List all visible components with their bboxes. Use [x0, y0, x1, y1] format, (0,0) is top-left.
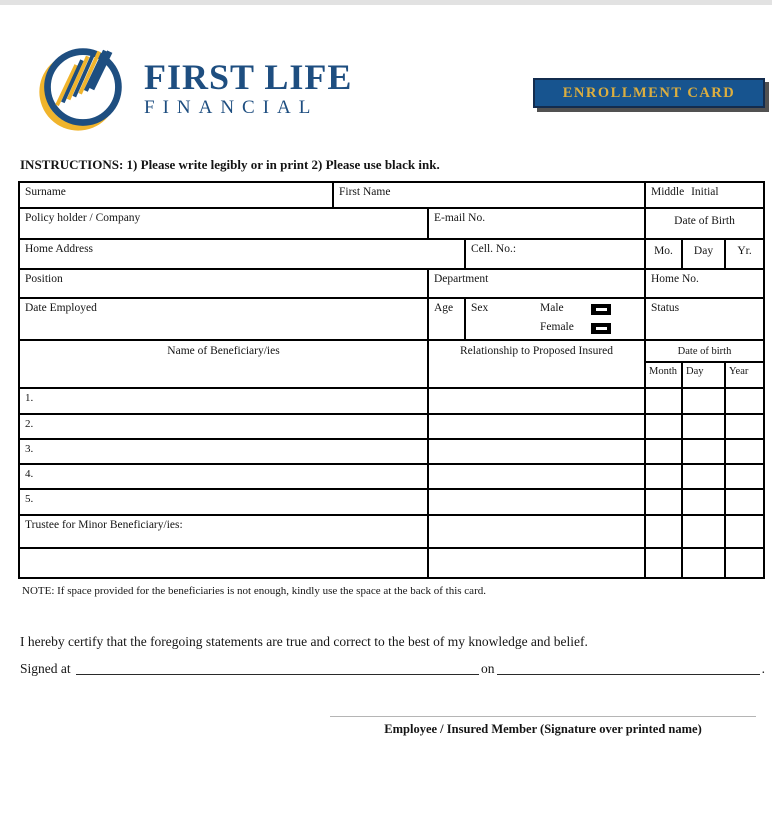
- note-text: NOTE: If space provided for the beneficiaries is not enough, kindly use the space at the back of this card.: [22, 585, 486, 597]
- beneficiary-5-day-cell[interactable]: [683, 490, 726, 514]
- beneficiary-3-day-cell[interactable]: [683, 440, 726, 463]
- row-number: 3.: [25, 443, 34, 455]
- date-of-birth-field[interactable]: [646, 209, 763, 238]
- department-label: Department: [434, 273, 489, 285]
- trustee-field[interactable]: [20, 516, 429, 547]
- extra-relationship-cell[interactable]: [429, 549, 646, 577]
- beneficiary-1-day-cell[interactable]: [683, 389, 726, 413]
- beneficiary-4-month-cell[interactable]: [646, 465, 683, 488]
- date-employed-field[interactable]: [20, 299, 429, 339]
- email-label: E-mail No.: [434, 212, 486, 224]
- row-policy: [20, 209, 763, 240]
- beneficiary-5-year-cell[interactable]: [726, 490, 763, 514]
- period: .: [761, 661, 765, 676]
- beneficiary-1-month-cell[interactable]: [646, 389, 683, 413]
- female-label: Female: [540, 321, 574, 333]
- trustee-month-cell[interactable]: [646, 516, 683, 547]
- beneficiary-dob-header: [646, 341, 763, 387]
- extra-row: [20, 549, 763, 577]
- age-label: Age: [434, 302, 454, 314]
- policy-holder-label: Policy holder / Company: [25, 212, 141, 224]
- home-address-field[interactable]: [20, 240, 466, 268]
- beneficiary-5-name-cell[interactable]: [20, 490, 429, 514]
- enrollment-form-table: [18, 181, 765, 579]
- beneficiary-row-2: [20, 415, 763, 440]
- extra-name-cell[interactable]: [20, 549, 429, 577]
- beneficiary-3-month-cell[interactable]: [646, 440, 683, 463]
- row-number: 1.: [25, 392, 34, 404]
- beneficiary-name-header: [20, 341, 429, 387]
- beneficiary-1-name-cell[interactable]: [20, 389, 429, 413]
- status-label: Status: [651, 302, 680, 314]
- age-field[interactable]: [429, 299, 466, 339]
- relationship-label: Relationship to Proposed Insured: [460, 345, 613, 357]
- beneficiary-row-5: [20, 490, 763, 516]
- row-name: [20, 183, 763, 209]
- sex-field: [466, 299, 646, 339]
- relationship-header: [429, 341, 646, 387]
- dob-yr-field[interactable]: [726, 240, 763, 268]
- beneficiary-dob-label: Date of birth: [646, 341, 763, 363]
- day-label: Day: [693, 245, 714, 257]
- beneficiary-header-row: [20, 341, 763, 389]
- beneficiary-2-month-cell[interactable]: [646, 415, 683, 438]
- beneficiary-2-day-cell[interactable]: [683, 415, 726, 438]
- sex-label: Sex: [471, 302, 489, 314]
- dob-day-field[interactable]: [683, 240, 726, 268]
- beneficiary-4-day-cell[interactable]: [683, 465, 726, 488]
- row-number: 5.: [25, 493, 34, 505]
- beneficiary-4-relationship-cell[interactable]: [429, 465, 646, 488]
- row-number: 4.: [25, 468, 34, 480]
- row-employment: [20, 299, 763, 341]
- beneficiary-2-year-cell[interactable]: [726, 415, 763, 438]
- home-no-label: Home No.: [651, 273, 699, 285]
- middle-initial-label: Middle Initial: [651, 186, 719, 198]
- instructions-text: INSTRUCTIONS: 1) Please write legibly or in print 2) Please use black ink.: [20, 157, 440, 172]
- extra-day-cell[interactable]: [683, 549, 726, 577]
- signature-line[interactable]: [330, 716, 756, 717]
- trustee-row: [20, 516, 763, 549]
- row-number: 2.: [25, 418, 34, 430]
- first-life-logo-icon: [34, 42, 130, 134]
- beneficiary-2-name-cell[interactable]: [20, 415, 429, 438]
- home-no-field[interactable]: [646, 270, 763, 297]
- beneficiary-3-year-cell[interactable]: [726, 440, 763, 463]
- beneficiary-5-relationship-cell[interactable]: [429, 490, 646, 514]
- brand-subtitle: FINANCIAL: [144, 97, 319, 119]
- middle-initial-field[interactable]: [646, 183, 763, 207]
- beneficiary-5-month-cell[interactable]: [646, 490, 683, 514]
- top-strip: [0, 0, 772, 5]
- cell-no-label: Cell. No.:: [471, 243, 517, 255]
- status-field[interactable]: [646, 299, 763, 339]
- enrollment-card-banner: [533, 78, 765, 108]
- female-checkbox[interactable]: [591, 323, 611, 334]
- extra-month-cell[interactable]: [646, 549, 683, 577]
- male-label: Male: [540, 302, 564, 314]
- day-header: Day: [683, 363, 726, 387]
- row-position: [20, 270, 763, 299]
- mo-label: Mo.: [654, 245, 673, 257]
- dob-mo-field[interactable]: [646, 240, 683, 268]
- banner-label: ENROLLMENT CARD: [562, 84, 736, 101]
- male-checkbox[interactable]: [591, 304, 611, 315]
- beneficiary-row-4: [20, 465, 763, 490]
- email-field[interactable]: [429, 209, 646, 238]
- signed-at-blank[interactable]: [76, 659, 479, 675]
- beneficiary-2-relationship-cell[interactable]: [429, 415, 646, 438]
- beneficiary-3-name-cell[interactable]: [20, 440, 429, 463]
- trustee-day-cell[interactable]: [683, 516, 726, 547]
- signed-line: [20, 659, 765, 677]
- extra-year-cell[interactable]: [726, 549, 763, 577]
- beneficiary-mdy-row: [646, 363, 763, 387]
- department-field[interactable]: [429, 270, 646, 297]
- first-name-label: First Name: [339, 186, 391, 198]
- date-employed-label: Date Employed: [25, 302, 97, 314]
- beneficiary-row-3: [20, 440, 763, 465]
- certification-text: I hereby certify that the foregoing statements are true and correct to the best of my knowledge and belief.: [20, 634, 588, 649]
- brand-logo: [34, 42, 352, 134]
- signature-caption: Employee / Insured Member (Signature over printed name): [384, 722, 702, 736]
- row-address: [20, 240, 763, 270]
- beneficiary-1-year-cell[interactable]: [726, 389, 763, 413]
- trustee-year-cell[interactable]: [726, 516, 763, 547]
- home-address-label: Home Address: [25, 243, 94, 255]
- trustee-relationship-cell[interactable]: [429, 516, 646, 547]
- position-field[interactable]: [20, 270, 429, 297]
- cell-no-field[interactable]: [466, 240, 646, 268]
- beneficiary-4-year-cell[interactable]: [726, 465, 763, 488]
- policy-holder-field[interactable]: [20, 209, 429, 238]
- year-header: Year: [729, 366, 749, 377]
- signed-on-blank[interactable]: [497, 659, 760, 675]
- brand-name: FIRST LIFE: [144, 56, 353, 97]
- on-label: on: [481, 661, 495, 676]
- month-header: Month: [646, 363, 683, 387]
- trustee-label: Trustee for Minor Beneficiary/ies:: [25, 519, 183, 531]
- first-name-field[interactable]: [334, 183, 646, 207]
- position-label: Position: [25, 273, 63, 285]
- surname-label: Surname: [25, 186, 66, 198]
- beneficiary-3-relationship-cell[interactable]: [429, 440, 646, 463]
- yr-label: Yr.: [737, 245, 752, 257]
- beneficiary-row-1: [20, 389, 763, 415]
- surname-field[interactable]: [20, 183, 334, 207]
- brand-text: [144, 56, 353, 119]
- signed-at-label: Signed at: [20, 661, 74, 676]
- beneficiary-1-relationship-cell[interactable]: [429, 389, 646, 413]
- beneficiary-4-name-cell[interactable]: [20, 465, 429, 488]
- date-of-birth-label: Date of Birth: [674, 215, 735, 227]
- beneficiary-name-label: Name of Beneficiary/ies: [167, 345, 280, 357]
